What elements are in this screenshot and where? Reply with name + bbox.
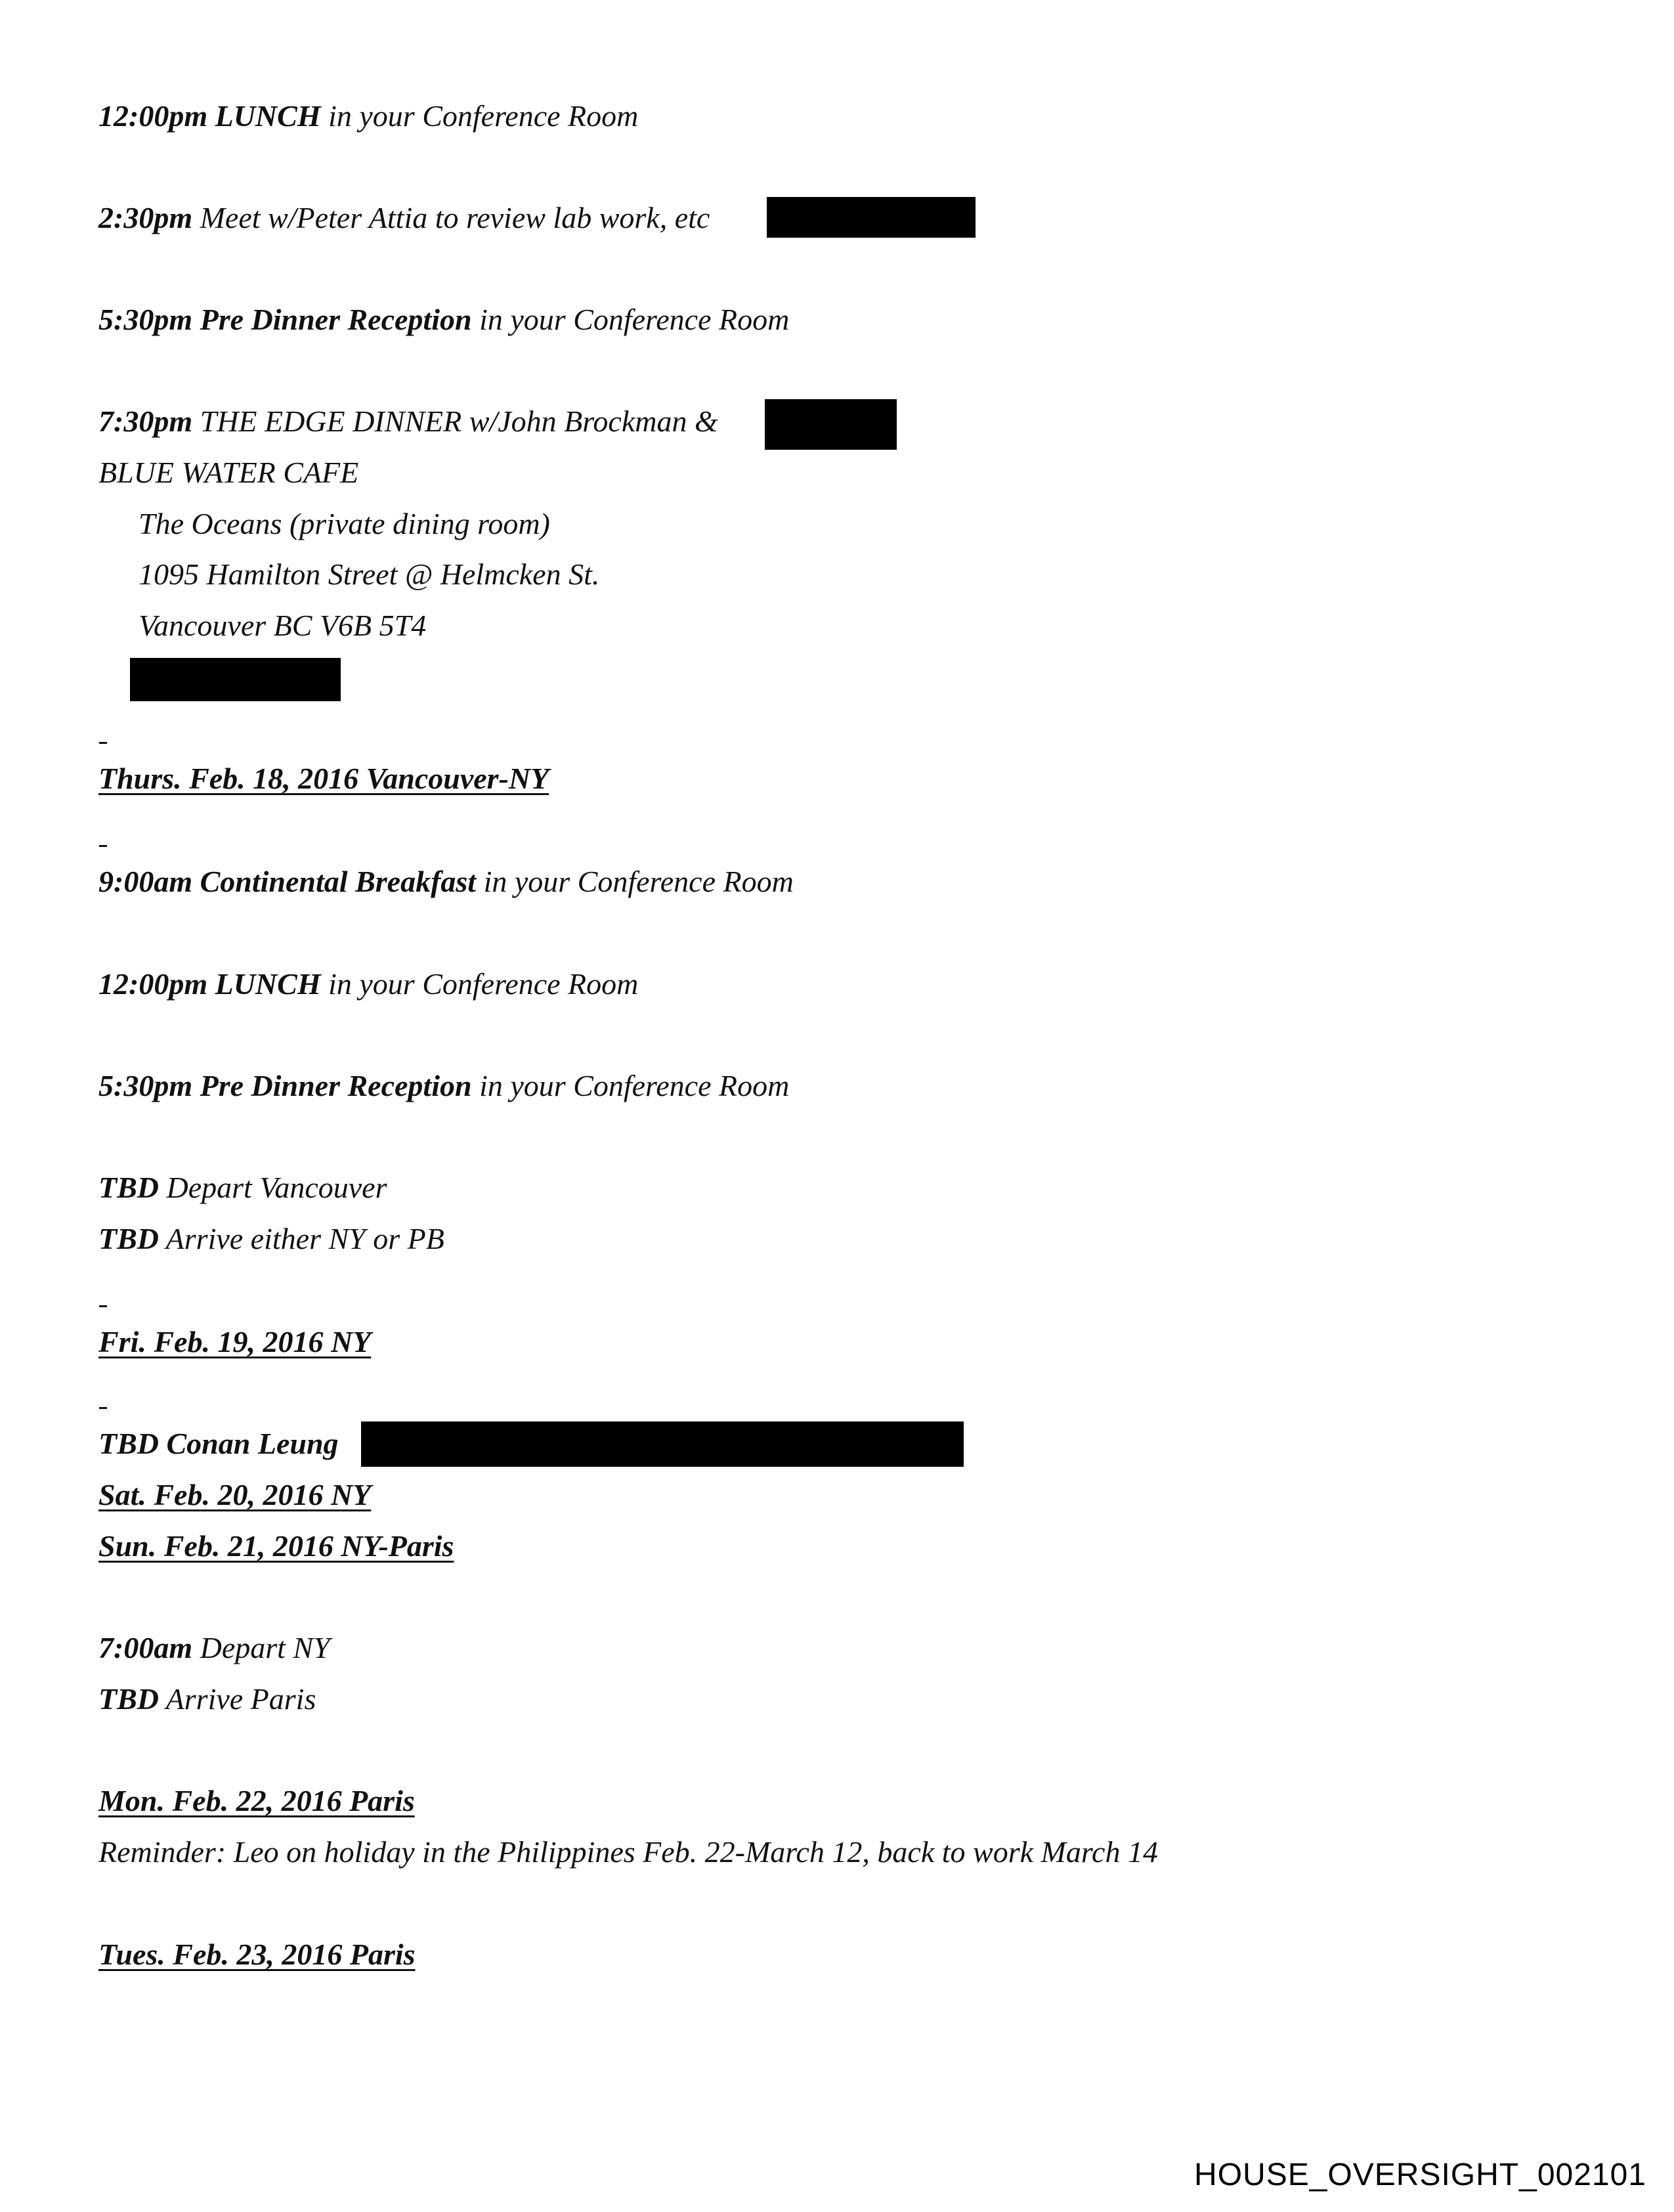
entry-time: TBD: [98, 1682, 159, 1716]
venue-room: The Oceans (private dining room): [139, 507, 550, 540]
day-heading-tue: Tues. Feb. 23, 2016 Paris: [98, 1938, 416, 1971]
entry-text: in your Conference Room: [320, 99, 639, 133]
entry-breakfast: [98, 867, 794, 897]
entry-time: 12:00pm LUNCH: [98, 99, 321, 133]
entry-text: THE EDGE DINNER w/John Brockman &: [192, 404, 718, 438]
entry-depart-ny: [98, 1633, 330, 1663]
entry-arrive-ny-pb: [98, 1224, 444, 1254]
entry-text: Meet w/Peter Attia to review lab work, etc: [192, 201, 710, 234]
entry-depart-vancouver: [98, 1173, 387, 1203]
entry-text: Arrive Paris: [159, 1682, 316, 1716]
entry-time: 5:30pm Pre Dinner Reception: [98, 303, 472, 336]
entry-text: in your Conference Room: [471, 303, 790, 336]
day-heading-mon: Mon. Feb. 22, 2016 Paris: [98, 1784, 415, 1817]
entry-time: 12:00pm LUNCH: [98, 967, 321, 1001]
entry-lunch-thu: [98, 969, 638, 999]
redaction-box: [361, 1421, 964, 1467]
entry-time: TBD: [98, 1171, 159, 1204]
entry-lunch-wed: [98, 101, 638, 131]
entry-text: Arrive either NY or PB: [159, 1222, 444, 1255]
dash-mark: [99, 742, 107, 744]
entry-text: in your Conference Room: [320, 967, 639, 1001]
dash-mark: [99, 1407, 107, 1409]
venue-name: BLUE WATER CAFE: [98, 456, 359, 489]
day-heading-thu: Thurs. Feb. 18, 2016 Vancouver-NY: [98, 762, 549, 795]
venue-city: Vancouver BC V6B 5T4: [139, 609, 427, 642]
entry-time: TBD: [98, 1222, 159, 1255]
entry-text: Depart Vancouver: [159, 1171, 387, 1204]
entry-text: in your Conference Room: [476, 865, 794, 898]
entry-reception-thu: [98, 1071, 789, 1101]
day-heading-fri: Fri. Feb. 19, 2016 NY: [98, 1325, 372, 1358]
dash-mark: [99, 845, 107, 847]
entry-text: Depart NY: [192, 1631, 330, 1664]
entry-attia: [98, 203, 710, 233]
entry-reception-wed: [98, 305, 789, 335]
entry-time: 2:30pm: [98, 201, 193, 234]
entry-text: in your Conference Room: [471, 1069, 790, 1102]
entry-edge-dinner: [98, 406, 718, 437]
redaction-box: [130, 658, 341, 701]
entry-time: 9:00am Continental Breakfast: [98, 865, 477, 898]
entry-time: 7:30pm: [98, 404, 193, 438]
reminder-note: Reminder: Leo on holiday in the Philippines Feb. 22-March 12, back to work March 14: [98, 1835, 1158, 1869]
venue-street: 1095 Hamilton Street @ Helmcken St.: [139, 557, 600, 591]
dash-mark: [99, 1305, 107, 1307]
redaction-box: [765, 399, 897, 450]
entry-arrive-paris: [98, 1684, 316, 1714]
entry-time: 7:00am: [98, 1631, 193, 1664]
redaction-box: [767, 197, 976, 238]
bates-stamp: HOUSE_OVERSIGHT_002101: [1194, 2158, 1646, 2192]
entry-conan-leung: TBD Conan Leung: [98, 1427, 339, 1460]
day-heading-sun: Sun. Feb. 21, 2016 NY-Paris: [98, 1529, 454, 1563]
entry-time: 5:30pm Pre Dinner Reception: [98, 1069, 472, 1102]
day-heading-sat: Sat. Feb. 20, 2016 NY: [98, 1478, 372, 1511]
